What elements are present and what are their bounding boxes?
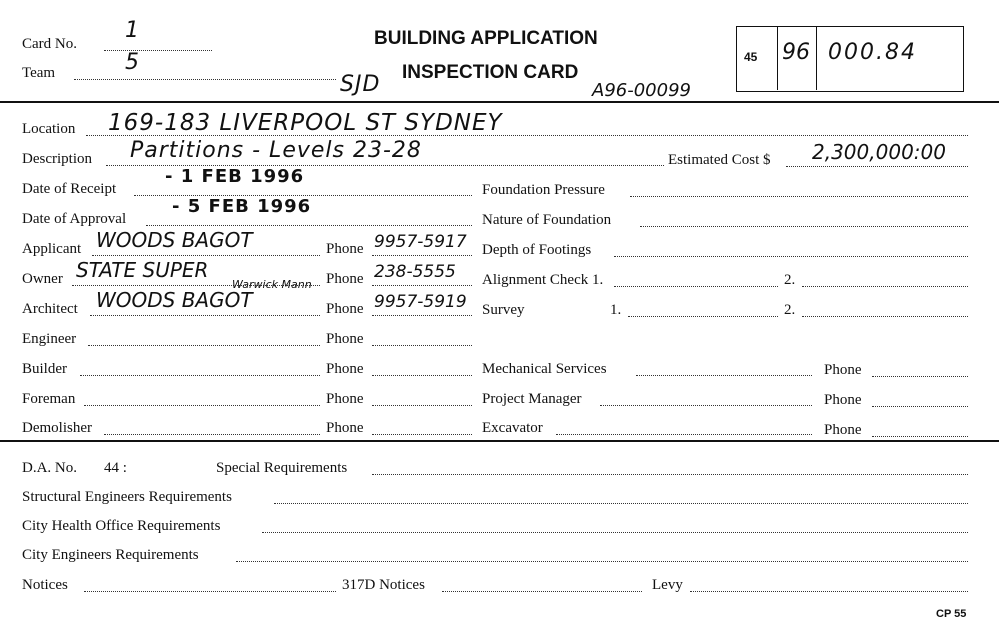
header-divider <box>0 101 999 103</box>
builder-line[interactable] <box>80 375 320 376</box>
survey-2-label: 2. <box>784 302 796 318</box>
special-requirements-line[interactable] <box>372 474 968 475</box>
architect-phone-label: Phone <box>326 301 364 317</box>
architect-phone-value[interactable]: 9957-5919 <box>374 292 467 312</box>
estimated-cost-line <box>786 166 968 167</box>
structural-engineers-line[interactable] <box>274 503 968 504</box>
team-label: Team <box>22 65 56 81</box>
alignment-check-line-1[interactable] <box>614 286 778 287</box>
owner-label: Owner <box>22 271 63 287</box>
nature-foundation-line[interactable] <box>640 226 968 227</box>
engineer-line[interactable] <box>88 345 320 346</box>
alignment-check-label: Alignment Check 1. <box>482 272 604 288</box>
application-reference: A96-00099 <box>592 80 691 101</box>
engineer-label: Engineer <box>22 331 77 347</box>
foreman-label: Foreman <box>22 391 76 407</box>
survey-1-label: 1. <box>610 302 622 318</box>
notices-317d-line[interactable] <box>442 591 642 592</box>
applicant-phone-label: Phone <box>326 241 364 257</box>
project-manager-phone-line[interactable] <box>872 406 968 407</box>
foreman-phone-label: Phone <box>326 391 364 407</box>
alignment-check-2-label: 2. <box>784 272 796 288</box>
builder-label: Builder <box>22 361 67 377</box>
foundation-pressure-label: Foundation Pressure <box>482 182 605 198</box>
excavator-line[interactable] <box>556 434 812 435</box>
applicant-label: Applicant <box>22 241 82 257</box>
card-title-line2: INSPECTION CARD <box>402 62 579 83</box>
survey-line-2[interactable] <box>802 316 968 317</box>
card-title-line1: BUILDING APPLICATION <box>374 28 598 49</box>
receipt-label: Date of Receipt <box>22 181 117 197</box>
structural-engineers-label: Structural Engineers Requirements <box>22 489 232 505</box>
approval-label: Date of Approval <box>22 211 127 227</box>
architect-label: Architect <box>22 301 78 317</box>
section-divider <box>0 440 999 442</box>
estimated-cost-value[interactable]: 2,300,000:00 <box>812 140 946 164</box>
file-box-divider-1 <box>777 27 778 90</box>
builder-phone-line[interactable] <box>372 375 472 376</box>
owner-note: Warwick Mann <box>232 278 312 291</box>
survey-line-1[interactable] <box>628 316 778 317</box>
da-number-value[interactable]: 44 : <box>104 460 127 476</box>
mechanical-services-label: Mechanical Services <box>482 361 607 377</box>
estimated-cost-label: Estimated Cost $ <box>668 152 771 168</box>
city-engineers-line[interactable] <box>236 561 968 562</box>
project-manager-line[interactable] <box>600 405 812 406</box>
owner-phone-value[interactable]: 238-5555 <box>374 262 456 282</box>
nature-foundation-label: Nature of Foundation <box>482 212 612 228</box>
notices-317d-label: 317D Notices <box>342 577 425 593</box>
notices-line[interactable] <box>84 591 336 592</box>
architect-phone-line <box>372 315 472 316</box>
file-box-number[interactable]: 000.84 <box>828 40 917 65</box>
engineer-phone-label: Phone <box>326 331 364 347</box>
architect-value[interactable]: WOODS BAGOT <box>96 288 253 312</box>
applicant-phone-line <box>372 255 472 256</box>
team-value[interactable]: 5 <box>125 50 140 75</box>
approval-line <box>146 225 472 226</box>
survey-label: Survey <box>482 302 525 318</box>
file-box-year[interactable]: 96 <box>782 40 810 65</box>
location-label: Location <box>22 121 76 137</box>
mechanical-services-line[interactable] <box>636 375 812 376</box>
levy-line[interactable] <box>690 591 968 592</box>
applicant-value[interactable]: WOODS BAGOT <box>96 228 253 252</box>
notices-label: Notices <box>22 577 68 593</box>
mechanical-phone-line[interactable] <box>872 376 968 377</box>
project-manager-label: Project Manager <box>482 391 582 407</box>
approval-date[interactable]: - 5 FEB 1996 <box>172 196 312 217</box>
excavator-label: Excavator <box>482 420 543 436</box>
foreman-phone-line[interactable] <box>372 405 472 406</box>
description-label: Description <box>22 151 92 167</box>
project-manager-phone-label: Phone <box>824 392 862 408</box>
city-health-line[interactable] <box>262 532 968 533</box>
card-no-label: Card No. <box>22 36 77 52</box>
card-no-line <box>104 50 212 51</box>
demolisher-phone-line[interactable] <box>372 434 472 435</box>
levy-label: Levy <box>652 577 683 593</box>
alignment-check-line-2[interactable] <box>802 286 968 287</box>
owner-phone-line <box>372 285 472 286</box>
builder-phone-label: Phone <box>326 361 364 377</box>
city-health-label: City Health Office Requirements <box>22 518 221 534</box>
receipt-date[interactable]: - 1 FEB 1996 <box>165 166 305 187</box>
applicant-line <box>92 255 320 256</box>
da-number-label: D.A. No. <box>22 460 77 476</box>
depth-footings-line[interactable] <box>614 256 968 257</box>
demolisher-phone-label: Phone <box>326 420 364 436</box>
excavator-phone-line[interactable] <box>872 436 968 437</box>
applicant-phone-value[interactable]: 9957-5917 <box>374 232 467 252</box>
owner-phone-label: Phone <box>326 271 364 287</box>
excavator-phone-label: Phone <box>824 422 862 438</box>
demolisher-label: Demolisher <box>22 420 92 436</box>
special-requirements-label: Special Requirements <box>216 460 348 476</box>
file-box-prefix: 45 <box>744 50 758 64</box>
foreman-line[interactable] <box>84 405 320 406</box>
owner-value[interactable]: STATE SUPER <box>76 258 209 282</box>
architect-line <box>90 315 320 316</box>
depth-footings-label: Depth of Footings <box>482 242 592 258</box>
card-no-value[interactable]: 1 <box>125 18 140 43</box>
foundation-pressure-line[interactable] <box>630 196 968 197</box>
team-line <box>74 79 336 80</box>
form-code: CP 55 <box>936 608 967 620</box>
file-box-divider-2 <box>816 27 817 90</box>
location-value[interactable]: 169-183 LIVERPOOL ST SYDNEY <box>108 110 503 136</box>
city-engineers-label: City Engineers Requirements <box>22 547 199 563</box>
inspector-initials: SJD <box>340 72 381 97</box>
description-value[interactable]: Partitions - Levels 23-28 <box>130 138 422 163</box>
engineer-phone-line[interactable] <box>372 345 472 346</box>
mechanical-phone-label: Phone <box>824 362 862 378</box>
demolisher-line[interactable] <box>104 434 320 435</box>
